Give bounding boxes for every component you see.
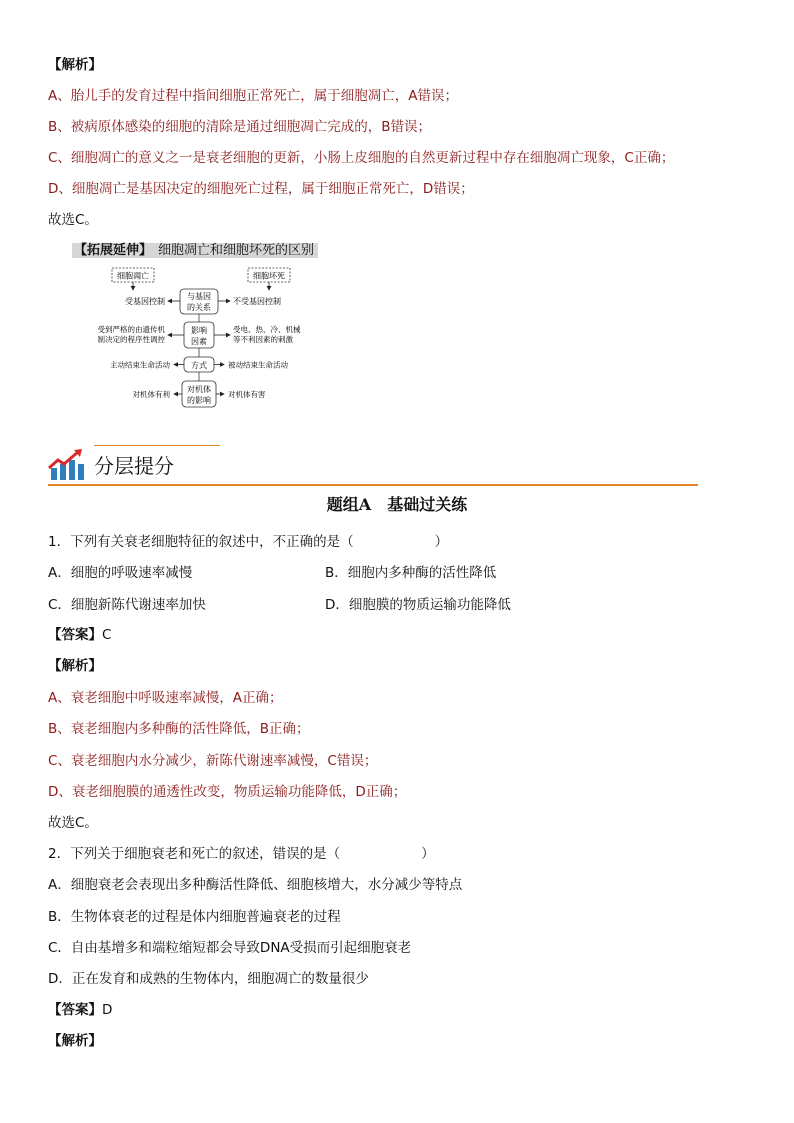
apoptosis-necrosis-diagram — [72, 240, 332, 412]
right-gene: 不受基因控制 — [233, 297, 281, 306]
q1-option-c: C．细胞新陈代谢速率加快 — [48, 597, 206, 613]
q2-analysis-label: 【解析】 — [48, 1033, 102, 1049]
section-header — [48, 444, 698, 486]
q2-option-a: A．细胞衰老会表现出多种酶活性降低、细胞核增大，水分减少等特点 — [48, 877, 463, 893]
analysis-line-c: C、细胞凋亡的意义之一是衰老细胞的更新，小肠上皮细胞的自然更新过程中存在细胞凋亡现象，C正确； — [48, 150, 675, 166]
center-gene-l2: 的关系 — [187, 303, 211, 312]
q1-answer — [48, 626, 111, 644]
center-effect-l1: 对机体 — [187, 385, 211, 394]
section-top-rule — [94, 445, 220, 446]
extension-title: 细胞凋亡和细胞坏死的区别 — [154, 243, 318, 258]
right-factors-l2: 等不利因素的刺激 — [233, 335, 293, 344]
left-mode: 主动结束生命活动 — [110, 360, 170, 370]
q1-stem: 1．下列有关衰老细胞特征的叙述中，不正确的是（ ） — [48, 534, 449, 550]
section-title: 分层提分 — [94, 454, 174, 478]
answer-label: 【答案】 — [48, 627, 102, 643]
left-header: 细胞凋亡 — [117, 271, 149, 281]
q2-stem: 2．下列关于细胞衰老和死亡的叙述，错误的是（ ） — [48, 846, 435, 862]
conclusion: 故选C。 — [48, 212, 98, 228]
q1-analysis-a: A、衰老细胞中呼吸速率减慢，A正确； — [48, 690, 283, 706]
extension-tag: 【拓展延伸】 — [74, 243, 153, 258]
q1-analysis-label: 【解析】 — [48, 658, 102, 674]
analysis-line-a: A、胎儿手的发育过程中指间细胞正常死亡，属于细胞凋亡，A错误； — [48, 88, 458, 104]
center-gene-l1: 与基因 — [187, 292, 211, 301]
analysis-line-b: B、被病原体感染的细胞的清除是通过细胞凋亡完成的，B错误； — [48, 119, 432, 135]
center-mode: 方式 — [191, 361, 207, 370]
left-gene: 受基因控制 — [125, 297, 165, 306]
right-effect: 对机体有害 — [228, 390, 266, 399]
q1-option-a: A．细胞的呼吸速率减慢 — [48, 565, 193, 581]
left-factors-l1: 受到严格的由遗传机 — [97, 325, 165, 334]
answer-value: C — [102, 627, 112, 643]
section-rule — [48, 484, 698, 486]
left-factors-l2: 制决定的程序性调控 — [97, 335, 165, 344]
answer-value: D — [102, 1002, 113, 1018]
analysis-label: 【解析】 — [48, 57, 102, 73]
q2-option-c: C．自由基增多和端粒缩短都会导致DNA受损而引起细胞衰老 — [48, 940, 412, 956]
q1-option-d: D．细胞膜的物质运输功能降低 — [325, 597, 511, 613]
right-factors-l1: 受电、热、冷、机械 — [233, 325, 301, 334]
center-factors-l1: 影响 — [191, 326, 207, 335]
answer-label: 【答案】 — [48, 1002, 102, 1018]
q1-analysis-d: D、衰老细胞膜的通透性改变，物质运输功能降低，D正确； — [48, 784, 407, 800]
q1-conclusion: 故选C。 — [48, 815, 98, 831]
right-mode: 被动结束生命活动 — [228, 360, 288, 370]
center-factors-l2: 因素 — [191, 337, 207, 346]
q2-option-d: D．正在发育和成熟的生物体内，细胞凋亡的数量很少 — [48, 971, 369, 987]
q1-analysis-c: C、衰老细胞内水分减少，新陈代谢速率减慢，C错误； — [48, 753, 378, 769]
bar-chart-arrow-icon — [48, 448, 88, 482]
q2-option-b: B．生物体衰老的过程是体内细胞普遍衰老的过程 — [48, 909, 341, 925]
analysis-line-d: D、细胞凋亡是基因决定的细胞死亡过程，属于细胞正常死亡，D错误； — [48, 181, 474, 197]
center-effect-l2: 的影响 — [187, 396, 211, 405]
group-title: 题组A 基础过关练 — [326, 495, 468, 514]
q1-analysis-b: B、衰老细胞内多种酶的活性降低，B正确； — [48, 721, 310, 737]
q2-answer — [48, 1001, 112, 1019]
q1-option-b: B．细胞内多种酶的活性降低 — [325, 565, 497, 581]
right-header: 细胞坏死 — [253, 271, 285, 281]
left-effect: 对机体有利 — [132, 390, 170, 399]
